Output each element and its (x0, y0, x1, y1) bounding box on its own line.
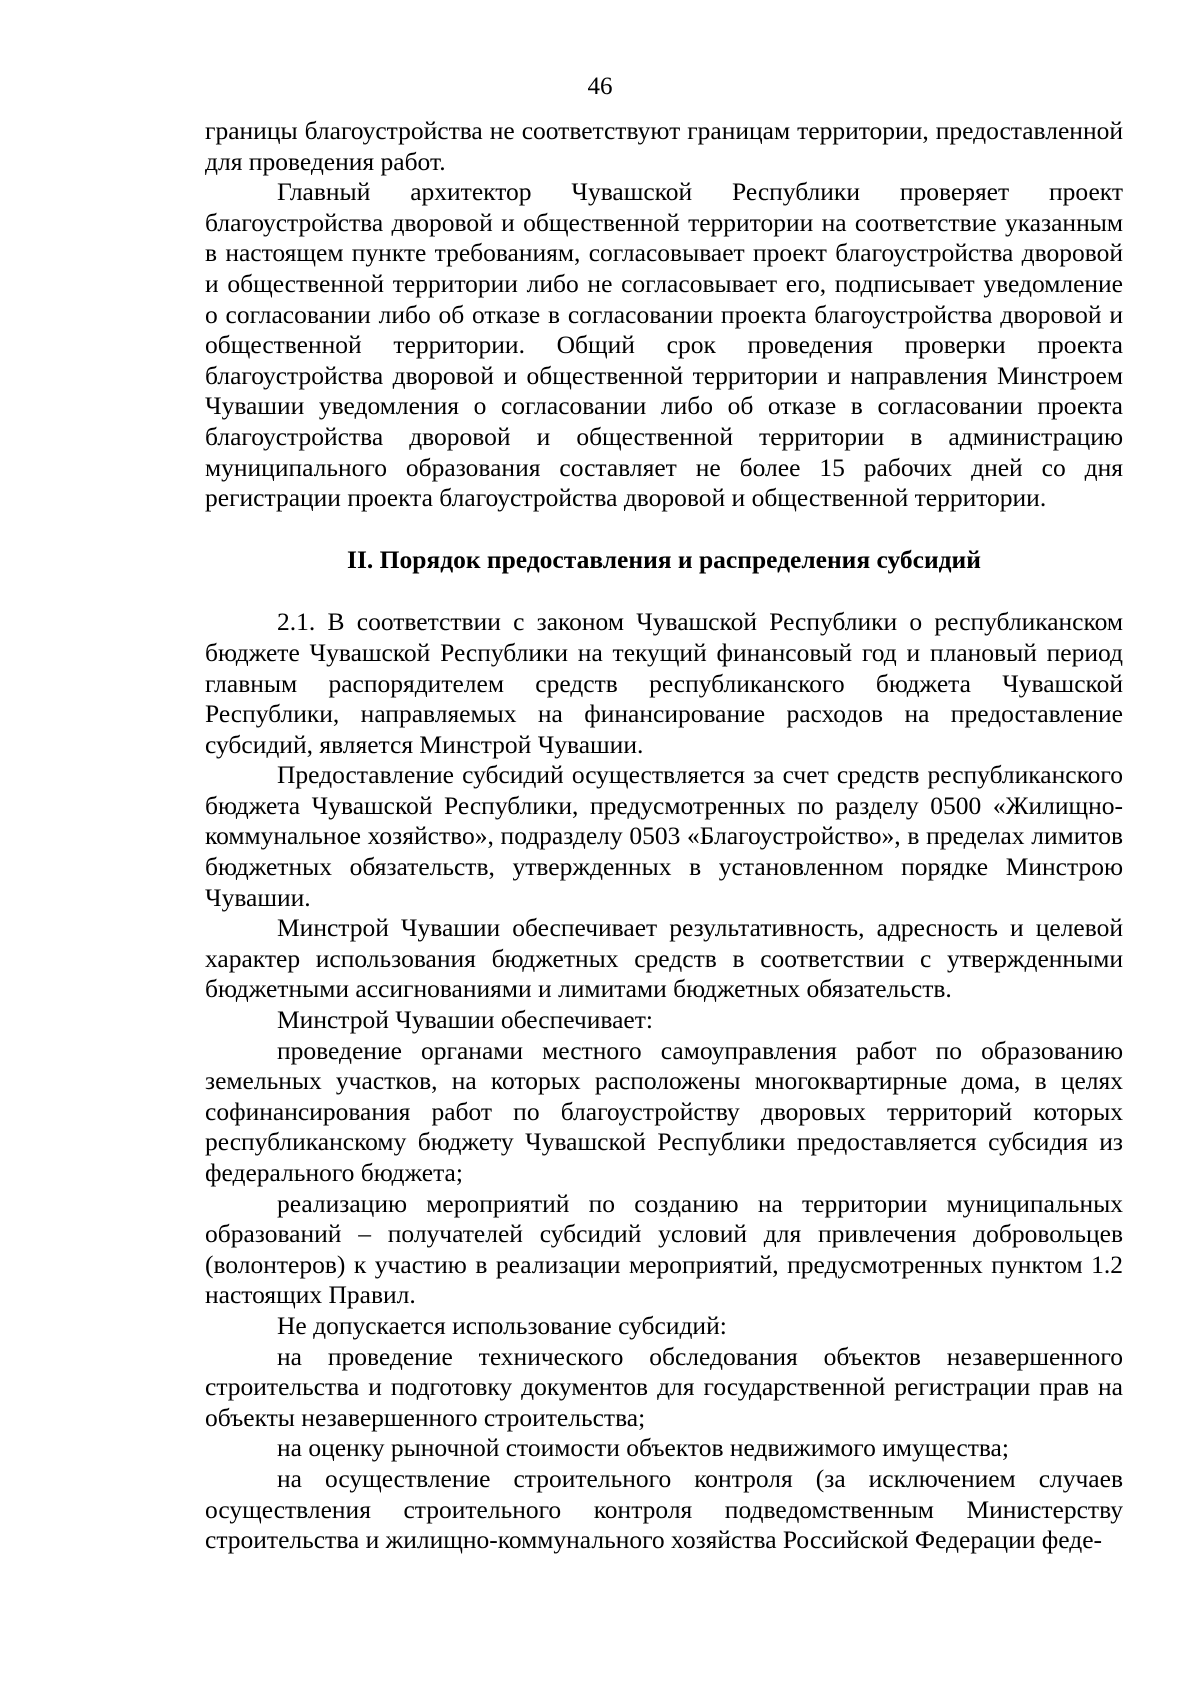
paragraph-not-allowed: Не допускается использование субсидий: (277, 1310, 727, 1340)
paragraph-technical-survey: на проведение технического обследования объектов незавершенного строительства и подготовку документов для государственной регистрации прав на объекты незавершенного строительства; (205, 1341, 1123, 1432)
document-body (205, 116, 1123, 1556)
page-number: 46 (587, 73, 613, 100)
paragraph-volunteers: реализацию мероприятий по созданию на территории муниципальных образований – получателей субсидий условий для привлечения добровольцев (волонтеров) к участию в реализации мероприятий, предусмотренных пунктом 1.2 настоящих Правил. (205, 1188, 1123, 1310)
paragraph-land-plots: проведение органами местного самоуправления работ по образованию земельных участков, на которых расположены многоквартирные дома, в целях софинансирования работ по благоустройству дворовых территорий которых республиканскому бюджету Чувашской Республики предоставляется субсидия из федерального бюджета; (205, 1035, 1123, 1187)
paragraph-chief-architect: Главный архитектор Чувашской Республики проверяет проект благоустройства дворовой и общественной территории на соответствие указанным в настоящем пункте требованиям, согласовывает проект благоустройства дворовой и общественной территории либо не согласовывает его, подписывает уведомление о согласовании либо об отказе в согласовании проекта благоустройства дворовой и общественной территории. Общий срок проведения проверки проекта благоустройства дворовой и общественной территории и направления Минстроем Чувашии уведомления о согласовании либо об отказе в согласовании проекта благоустройства дворовой и общественной территории в администрацию муниципального образования составляет не более 15 рабочих дней со дня регистрации проекта благоустройства дворовой и общественной территории. (205, 177, 1123, 513)
paragraph-2-1: 2.1. В соответствии с законом Чувашской Республики о республиканском бюджете Чувашской Республики на текущий финансовый год и плановый период главным распорядителем средств республиканского бюджета Чувашской Республики, направляемых на финансирование расходов на предоставление субсидий, является Минстрой Чувашии. (205, 607, 1123, 759)
paragraph-continuation: границы благоустройства не соответствуют границам территории, предоставленной для проведения работ. (205, 116, 1123, 176)
paragraph-effectiveness: Минстрой Чувашии обеспечивает результативность, адресность и целевой характер использования бюджетных средств в соответствии с утвержденными бюджетными ассигнованиями и лимитами бюджетных обязательств. (205, 913, 1123, 1004)
paragraph-market-valuation: на оценку рыночной стоимости объектов недвижимого имущества; (277, 1433, 1009, 1463)
paragraph-ministry-ensures: Минстрой Чувашии обеспечивает: (277, 1005, 653, 1035)
paragraph-subsidy-funding: Предоставление субсидий осуществляется за счет средств республиканского бюджета Чувашской Республики, предусмотренных по разделу 0500 «Жилищно-коммунальное хозяйство», подразделу 0503 «Благоустройство», в пределах лимитов бюджетных обязательств, утвержденных в установленном порядке Минстрою Чувашии. (205, 760, 1123, 912)
section-heading: II. Порядок предоставления и распределения субсидий (347, 544, 981, 574)
paragraph-construction-control: на осуществление строительного контроля (за исключением случаев осуществления строительного контроля подведомственным Министерству строительства и жилищно-коммунального хозяйства Российской Федерации феде- (205, 1463, 1123, 1555)
